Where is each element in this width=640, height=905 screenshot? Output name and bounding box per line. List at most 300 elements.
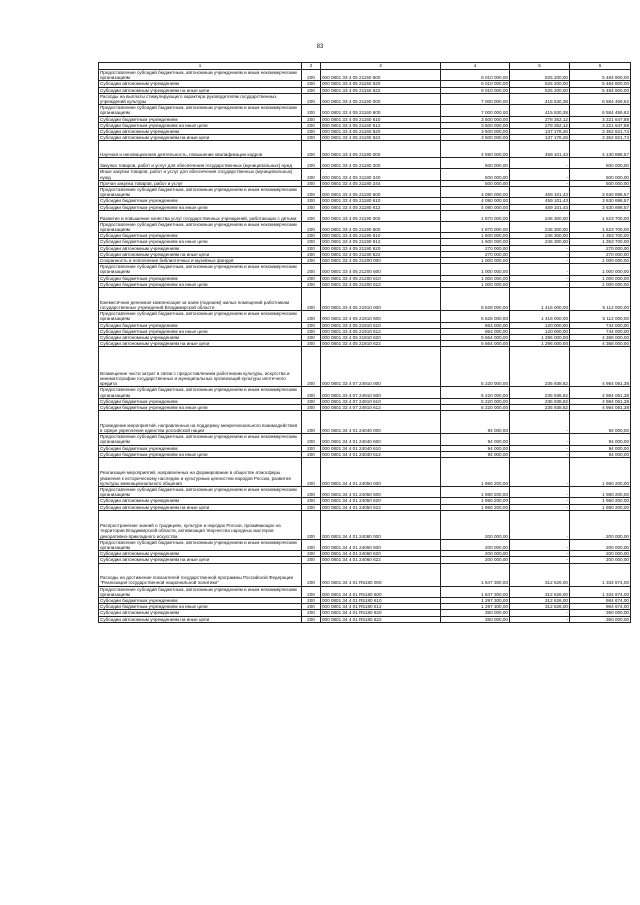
line-item-name: Прочая закупка товаров, работ и услуг: [99, 180, 302, 186]
approved-amount: 500 000,00: [441, 169, 510, 180]
executed-amount: -: [510, 504, 570, 510]
table-row: [99, 204, 631, 210]
approved-amount: 1 600 000,00: [441, 239, 510, 245]
line-code: 200: [302, 457, 321, 486]
executed-amount: 415 530,38: [510, 93, 570, 104]
classification-code: 000 0801 33 4 05 21190 612: [321, 239, 441, 245]
line-code: 200: [302, 539, 321, 550]
line-item-name: Субсидии автономным учреждениям на иные цели: [99, 135, 302, 141]
executed-amount: -: [510, 616, 570, 622]
approved-amount: 4 090 000,00: [441, 187, 510, 198]
classification-code: 000 0801 33 4 07 24910 610: [321, 398, 441, 404]
unexecuted-amount: 1 334 674,00: [570, 563, 631, 586]
line-code: 200: [302, 169, 321, 180]
line-item-name: Предоставление субсидий бюджетным, автономным учреждениям и иным некоммерческим организациям: [99, 387, 302, 398]
line-code: 200: [302, 387, 321, 398]
approved-amount: 864 000,00: [441, 328, 510, 334]
executed-amount: 278 352,12: [510, 116, 570, 122]
unexecuted-amount: 500 000,00: [570, 180, 631, 186]
table-row: [99, 328, 631, 334]
line-code: 200: [302, 341, 321, 347]
unexecuted-amount: 3 630 898,57: [570, 198, 631, 204]
table-row: [99, 486, 631, 497]
table-row: [99, 158, 631, 169]
unexecuted-amount: 744 000,00: [570, 322, 631, 328]
table-row: [99, 311, 631, 322]
approved-amount: 5 220 000,00: [441, 404, 510, 410]
classification-code: 000 0801 33 4 05 21190 622: [321, 251, 441, 257]
line-item-name: Предоставление субсидий бюджетным, автономным учреждениям и иным некоммерческим организациям: [99, 187, 302, 198]
table-row: [99, 604, 631, 610]
line-item-name: Предоставление субсидий бюджетным, автономным учреждениям и иным некоммерческим организациям: [99, 434, 302, 445]
line-code: 200: [302, 404, 321, 410]
classification-code: 000 0801 33 4 05 21200 000: [321, 258, 441, 264]
classification-code: 000 0801 33 4 05 21910 622: [321, 341, 441, 347]
classification-code: 000 0801 34 4 01 R5180 600: [321, 586, 441, 597]
table-row: [99, 616, 631, 622]
table-row: [99, 586, 631, 597]
unexecuted-amount: 1 623 700,00: [570, 221, 631, 232]
executed-amount: 246 300,00: [510, 210, 570, 221]
approved-amount: 1 297 300,00: [441, 597, 510, 603]
approved-amount: 6 010 000,00: [441, 70, 510, 81]
line-item-name: Субсидии бюджетным учреждениям на иные цели: [99, 404, 302, 410]
line-item-name: Проведение мероприятий, направленных на поддержку межрегионального взаимодействия в сфере укрепления единства российской нации: [99, 411, 302, 434]
classification-code: 000 0801 33 4 05 21160 600: [321, 105, 441, 116]
line-item-name: Субсидии бюджетным учреждениям на иные цели: [99, 204, 302, 210]
approved-amount: 1 647 300,00: [441, 563, 510, 586]
line-item-name: Субсидии бюджетным учреждениям: [99, 398, 302, 404]
approved-amount: 6 528 000,00: [441, 311, 510, 322]
column-number-cell: 5: [510, 63, 570, 70]
unexecuted-amount: 94 000,00: [570, 411, 631, 434]
line-code: 200: [302, 233, 321, 239]
classification-code: 000 0801 34 4 01 24040 610: [321, 445, 441, 451]
line-code: 200: [302, 135, 321, 141]
classification-code: 000 0801 34 4 01 R5180 612: [321, 604, 441, 610]
approved-amount: 500 000,00: [441, 158, 510, 169]
approved-amount: 7 000 000,00: [441, 93, 510, 104]
classification-code: 000 0801 34 4 01 24050 600: [321, 486, 441, 497]
table-row: [99, 334, 631, 340]
classification-code: 000 0801 34 4 01 24060 620: [321, 551, 441, 557]
line-item-name: Субсидии бюджетным учреждениям: [99, 198, 302, 204]
table-row: [99, 122, 631, 128]
unexecuted-amount: 200 000,00: [570, 510, 631, 539]
line-code: 200: [302, 281, 321, 287]
approved-amount: 94 000,00: [441, 434, 510, 445]
line-code: 200: [302, 141, 321, 158]
classification-code: 000 0801 34 4 01 24040 000: [321, 411, 441, 434]
line-item-name: Субсидии автономным учреждениям: [99, 81, 302, 87]
line-code: 200: [302, 311, 321, 322]
column-number-row: [99, 63, 631, 70]
page-number: 83: [316, 44, 324, 50]
table-row: [99, 264, 631, 275]
approved-amount: 1 000 000,00: [441, 258, 510, 264]
executed-amount: 312 626,00: [510, 604, 570, 610]
unexecuted-amount: 5 112 000,00: [570, 288, 631, 311]
executed-amount: 312 626,00: [510, 563, 570, 586]
executed-amount: 137 178,26: [510, 129, 570, 135]
executed-amount: -: [510, 445, 570, 451]
classification-code: 000 0801 33 4 05 21160 610: [321, 116, 441, 122]
line-item-name: Субсидии бюджетным учреждениям: [99, 597, 302, 603]
line-code: 200: [302, 597, 321, 603]
executed-amount: 312 626,00: [510, 597, 570, 603]
executed-amount: 459 101,43: [510, 187, 570, 198]
classification-code: 000 0801 33 4 05 21190 610: [321, 233, 441, 239]
unexecuted-amount: 500 000,00: [570, 169, 631, 180]
unexecuted-amount: 5 112 000,00: [570, 311, 631, 322]
line-code: 200: [302, 180, 321, 186]
table-row: [99, 510, 631, 539]
line-code: 200: [302, 105, 321, 116]
line-item-name: Субсидии бюджетным учреждениям: [99, 275, 302, 281]
line-code: 200: [302, 264, 321, 275]
executed-amount: 278 352,12: [510, 122, 570, 128]
line-item-name: Предоставление субсидий бюджетным, автономным учреждениям и иным некоммерческим организациям: [99, 105, 302, 116]
line-code: 200: [302, 251, 321, 257]
approved-amount: 1 980 200,00: [441, 486, 510, 497]
approved-amount: 1 297 300,00: [441, 604, 510, 610]
approved-amount: 3 500 000,00: [441, 116, 510, 122]
executed-amount: -: [510, 557, 570, 563]
classification-code: 000 0801 33 4 05 21150 600: [321, 70, 441, 81]
classification-code: 000 0801 33 4 05 21180 244: [321, 180, 441, 186]
executed-amount: 459 101,43: [510, 141, 570, 158]
unexecuted-amount: 4 368 000,00: [570, 341, 631, 347]
classification-code: 000 0801 33 4 05 21910 620: [321, 334, 441, 340]
executed-amount: -: [510, 411, 570, 434]
line-item-name: Сохранность и пополнение библиотечных и музейных фондов: [99, 258, 302, 264]
line-item-name: Реализация мероприятий, направленных на формирование в обществе атмосферы уважения к историческому наследию и культурным ценностям народов России, развитие культуры межнационального общения: [99, 457, 302, 486]
classification-code: 000 0801 33 4 05 21200 600: [321, 264, 441, 275]
table-row: [99, 347, 631, 387]
approved-amount: 1 980 200,00: [441, 457, 510, 486]
classification-code: 000 0801 33 4 05 21150 620: [321, 81, 441, 87]
unexecuted-amount: 1 980 200,00: [570, 504, 631, 510]
unexecuted-amount: 200 000,00: [570, 539, 631, 550]
line-code: 200: [302, 486, 321, 497]
line-item-name: Предоставление субсидий бюджетным, автономным учреждениям и иным некоммерческим организациям: [99, 311, 302, 322]
table-row: [99, 169, 631, 180]
table-row: [99, 221, 631, 232]
column-number-cell: 6: [570, 63, 631, 70]
line-item-name: Субсидии автономным учреждениям на иные цели: [99, 87, 302, 93]
line-item-name: Предоставление субсидий бюджетным, автономным учреждениям и иным некоммерческим организациям: [99, 586, 302, 597]
executed-amount: 415 530,38: [510, 105, 570, 116]
unexecuted-amount: 350 000,00: [570, 616, 631, 622]
approved-amount: 1 600 000,00: [441, 233, 510, 239]
column-number-cell: 4: [441, 63, 510, 70]
unexecuted-amount: 94 000,00: [570, 451, 631, 457]
unexecuted-amount: 350 000,00: [570, 610, 631, 616]
line-code: 200: [302, 258, 321, 264]
approved-amount: 350 000,00: [441, 616, 510, 622]
unexecuted-amount: 270 000,00: [570, 251, 631, 257]
line-item-name: Субсидии бюджетным учреждениям на иные цели: [99, 328, 302, 334]
line-code: 200: [302, 451, 321, 457]
executed-amount: -: [510, 245, 570, 251]
line-item-name: Субсидии бюджетным учреждениям на иные цели: [99, 122, 302, 128]
executed-amount: -: [510, 281, 570, 287]
executed-amount: -: [510, 486, 570, 497]
line-item-name: Субсидии автономным учреждениям на иные цели: [99, 341, 302, 347]
approved-amount: 94 000,00: [441, 411, 510, 434]
unexecuted-amount: 5 484 800,00: [570, 70, 631, 81]
budget-execution-table: [98, 62, 631, 623]
line-item-name: Субсидии бюджетным учреждениям на иные цели: [99, 239, 302, 245]
approved-amount: 5 220 000,00: [441, 347, 510, 387]
unexecuted-amount: 1 353 700,00: [570, 233, 631, 239]
approved-amount: 1 000 000,00: [441, 275, 510, 281]
approved-amount: 6 010 000,00: [441, 87, 510, 93]
line-code: 200: [302, 445, 321, 451]
unexecuted-amount: 1 000 000,00: [570, 258, 631, 264]
executed-amount: -: [510, 610, 570, 616]
line-code: 200: [302, 122, 321, 128]
approved-amount: 270 000,00: [441, 251, 510, 257]
classification-code: 000 0801 34 4 01 R5180 000: [321, 563, 441, 586]
column-number-cell: 2: [302, 63, 321, 70]
line-code: 200: [302, 158, 321, 169]
approved-amount: 5 220 000,00: [441, 387, 510, 398]
unexecuted-amount: 5 484 800,00: [570, 87, 631, 93]
table-row: [99, 239, 631, 245]
line-code: 200: [302, 586, 321, 597]
approved-amount: 94 000,00: [441, 445, 510, 451]
classification-code: 000 0801 33 4 05 21180 200: [321, 158, 441, 169]
line-code: 200: [302, 245, 321, 251]
line-item-name: Субсидии автономным учреждениям: [99, 129, 302, 135]
line-code: 200: [302, 557, 321, 563]
unexecuted-amount: 5 484 800,00: [570, 81, 631, 87]
line-code: 200: [302, 239, 321, 245]
executed-amount: 235 938,62: [510, 387, 570, 398]
line-code: 200: [302, 322, 321, 328]
line-code: 200: [302, 610, 321, 616]
approved-amount: 4 090 000,00: [441, 198, 510, 204]
classification-code: 000 0801 33 4 05 21910 000: [321, 288, 441, 311]
table-row: [99, 187, 631, 198]
classification-code: 000 0801 34 4 01 24040 612: [321, 451, 441, 457]
executed-amount: 246 300,00: [510, 239, 570, 245]
classification-code: 000 0801 33 4 05 21180 600: [321, 187, 441, 198]
unexecuted-amount: 4 984 061,38: [570, 398, 631, 404]
executed-amount: 525 200,00: [510, 87, 570, 93]
column-number-cell: 3: [321, 63, 441, 70]
executed-amount: -: [510, 498, 570, 504]
approved-amount: 4 090 000,00: [441, 204, 510, 210]
classification-code: 000 0801 34 4 01 24060 000: [321, 510, 441, 539]
table-row: [99, 93, 631, 104]
approved-amount: 200 000,00: [441, 551, 510, 557]
table-row: [99, 404, 631, 410]
unexecuted-amount: 3 221 647,88: [570, 122, 631, 128]
executed-amount: -: [510, 539, 570, 550]
line-code: 200: [302, 81, 321, 87]
approved-amount: 3 500 000,00: [441, 122, 510, 128]
executed-amount: 312 626,00: [510, 586, 570, 597]
unexecuted-amount: 1 980 200,00: [570, 486, 631, 497]
approved-amount: 1 000 000,00: [441, 264, 510, 275]
executed-amount: 246 300,00: [510, 233, 570, 239]
classification-code: 000 0801 33 4 05 21910 612: [321, 328, 441, 334]
unexecuted-amount: 3 630 898,57: [570, 204, 631, 210]
table-row: [99, 563, 631, 586]
classification-code: 000 0801 34 4 01 24050 622: [321, 504, 441, 510]
line-item-name: Субсидии автономным учреждениям: [99, 610, 302, 616]
line-code: 200: [302, 411, 321, 434]
executed-amount: 459 101,43: [510, 198, 570, 204]
table-row: [99, 411, 631, 434]
approved-amount: 94 000,00: [441, 451, 510, 457]
unexecuted-amount: 1 334 674,00: [570, 586, 631, 597]
unexecuted-amount: 984 674,00: [570, 604, 631, 610]
executed-amount: -: [510, 251, 570, 257]
unexecuted-amount: 1 000 000,00: [570, 264, 631, 275]
classification-code: 000 0801 33 4 07 24910 600: [321, 387, 441, 398]
executed-amount: -: [510, 510, 570, 539]
unexecuted-amount: 200 000,00: [570, 551, 631, 557]
executed-amount: -: [510, 551, 570, 557]
approved-amount: 200 000,00: [441, 539, 510, 550]
line-item-name: Возмещение части затрат в связи с предоставлением работникам культуры, искусства и кинематографии государственных и муниципальных организаций культуры ипотечного кредита: [99, 347, 302, 387]
table-row: [99, 81, 631, 87]
approved-amount: 4 590 000,00: [441, 141, 510, 158]
line-code: 200: [302, 129, 321, 135]
line-item-name: Субсидии автономным учреждениям: [99, 498, 302, 504]
line-code: 200: [302, 275, 321, 281]
executed-amount: -: [510, 275, 570, 281]
unexecuted-amount: 1 000 000,00: [570, 275, 631, 281]
classification-code: 000 0801 33 4 05 21180 610: [321, 198, 441, 204]
table-row: [99, 457, 631, 486]
table-row: [99, 135, 631, 141]
classification-code: 000 0801 33 4 05 21180 000: [321, 141, 441, 158]
approved-amount: 1 870 000,00: [441, 210, 510, 221]
unexecuted-amount: 984 674,00: [570, 597, 631, 603]
table-row: [99, 87, 631, 93]
classification-code: 000 0801 34 4 01 24050 620: [321, 498, 441, 504]
table-row: [99, 141, 631, 158]
executed-amount: -: [510, 258, 570, 264]
table-row: [99, 70, 631, 81]
line-item-name: Субсидии бюджетным учреждениям: [99, 233, 302, 239]
executed-amount: -: [510, 264, 570, 275]
executed-amount: 246 300,00: [510, 221, 570, 232]
line-item-name: Субсидии бюджетным учреждениям на иные цели: [99, 451, 302, 457]
line-item-name: Субсидии бюджетным учреждениям: [99, 116, 302, 122]
line-item-name: Субсидии автономным учреждениям: [99, 334, 302, 340]
classification-code: 000 0801 33 4 05 21200 610: [321, 275, 441, 281]
column-number-cell: 1: [99, 63, 302, 70]
table-row: [99, 210, 631, 221]
unexecuted-amount: 94 000,00: [570, 445, 631, 451]
executed-amount: 235 938,62: [510, 347, 570, 387]
unexecuted-amount: 6 584 469,62: [570, 105, 631, 116]
classification-code: 000 0801 33 4 05 21200 612: [321, 281, 441, 287]
approved-amount: 500 000,00: [441, 180, 510, 186]
line-item-name: Предоставление субсидий бюджетным, автономным учреждениям и иным некоммерческим организациям: [99, 221, 302, 232]
line-item-name: Распространение знаний о традициях, культуре и народах России, проживающих на территории Владимирской области, активизация творчества народных мастеров декоративно-прикладного искусства: [99, 510, 302, 539]
approved-amount: 5 664 000,00: [441, 341, 510, 347]
unexecuted-amount: 3 362 821,74: [570, 135, 631, 141]
table-row: [99, 434, 631, 445]
approved-amount: 350 000,00: [441, 610, 510, 616]
classification-code: 000 0801 33 4 07 24910 612: [321, 404, 441, 410]
approved-amount: 7 000 000,00: [441, 105, 510, 116]
unexecuted-amount: 94 000,00: [570, 434, 631, 445]
line-code: 200: [302, 204, 321, 210]
classification-code: 000 0801 33 4 05 21190 000: [321, 210, 441, 221]
executed-amount: 525 200,00: [510, 81, 570, 87]
line-item-name: Ежемесячная денежная компенсация за наем (поднаем) жилых помещений работникам государственных учреждений Владимирской области: [99, 288, 302, 311]
line-item-name: Закупка товаров, работ и услуг для обеспечения государственных (муниципальных) нужд: [99, 158, 302, 169]
executed-amount: 1 416 000,00: [510, 311, 570, 322]
line-item-name: Предоставление субсидий бюджетным, автономным учреждениям и иным некоммерческим организациям: [99, 264, 302, 275]
line-item-name: Субсидии автономным учреждениям на иные цели: [99, 557, 302, 563]
line-code: 200: [302, 210, 321, 221]
table-row: [99, 129, 631, 135]
approved-amount: 200 000,00: [441, 557, 510, 563]
classification-code: 000 0801 33 4 05 21190 600: [321, 221, 441, 232]
unexecuted-amount: 500 000,00: [570, 158, 631, 169]
executed-amount: -: [510, 180, 570, 186]
approved-amount: 5 220 000,00: [441, 398, 510, 404]
executed-amount: -: [510, 451, 570, 457]
unexecuted-amount: 1 623 700,00: [570, 210, 631, 221]
line-item-name: Научная и инновационная деятельность, повышение квалификации кадров: [99, 141, 302, 158]
line-code: 200: [302, 604, 321, 610]
approved-amount: 3 500 000,00: [441, 129, 510, 135]
approved-amount: 1 870 000,00: [441, 221, 510, 232]
table-row: [99, 387, 631, 398]
executed-amount: 137 178,26: [510, 135, 570, 141]
line-item-name: Субсидии автономным учреждениям на иные цели: [99, 504, 302, 510]
unexecuted-amount: 1 353 700,00: [570, 239, 631, 245]
line-code: 200: [302, 70, 321, 81]
line-item-name: Иные закупки товаров, работ и услуг для обеспечения государственных (муниципальных) нужд: [99, 169, 302, 180]
line-item-name: Развитие и повышение качества услуг государственных учреждений, работающих с детьми: [99, 210, 302, 221]
line-code: 200: [302, 347, 321, 387]
line-item-name: Субсидии бюджетным учреждениям: [99, 322, 302, 328]
executed-amount: 1 416 000,00: [510, 288, 570, 311]
executed-amount: 525 200,00: [510, 70, 570, 81]
unexecuted-amount: 3 362 821,74: [570, 129, 631, 135]
line-item-name: Субсидии бюджетным учреждениям на иные цели: [99, 281, 302, 287]
unexecuted-amount: 4 984 061,38: [570, 404, 631, 410]
executed-amount: 120 000,00: [510, 328, 570, 334]
line-code: 200: [302, 398, 321, 404]
approved-amount: 1 000 000,00: [441, 281, 510, 287]
executed-amount: 1 296 000,00: [510, 334, 570, 340]
line-code: 200: [302, 551, 321, 557]
unexecuted-amount: 1 980 200,00: [570, 498, 631, 504]
line-code: 200: [302, 288, 321, 311]
classification-code: 000 0801 34 4 01 24050 000: [321, 457, 441, 486]
line-code: 200: [302, 504, 321, 510]
classification-code: 000 0801 33 4 05 21190 620: [321, 245, 441, 251]
line-code: 200: [302, 328, 321, 334]
unexecuted-amount: 4 984 061,38: [570, 347, 631, 387]
line-code: 200: [302, 198, 321, 204]
approved-amount: 1 647 300,00: [441, 586, 510, 597]
line-code: 200: [302, 187, 321, 198]
line-item-name: Субсидии автономным учреждениям на иные цели: [99, 616, 302, 622]
line-code: 200: [302, 116, 321, 122]
